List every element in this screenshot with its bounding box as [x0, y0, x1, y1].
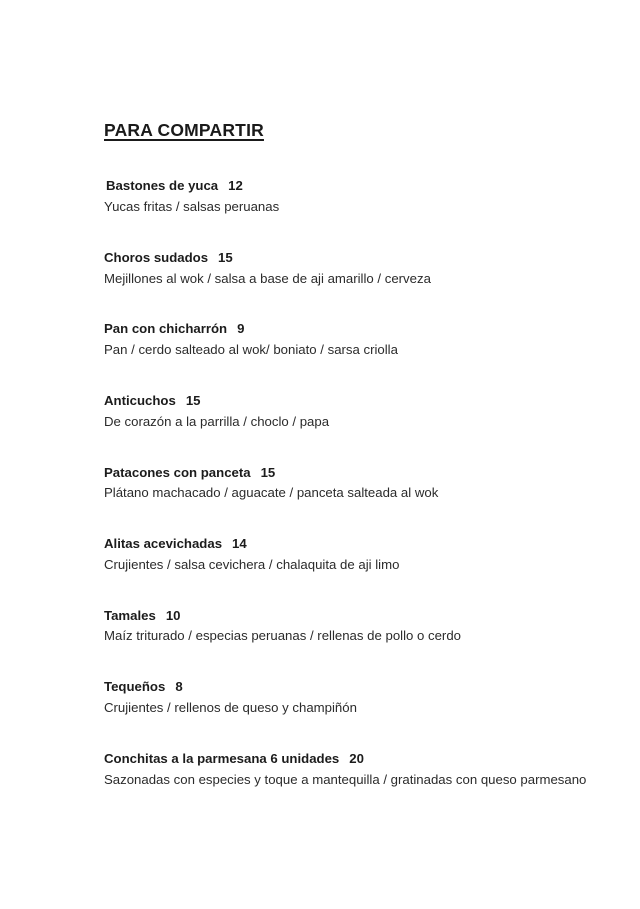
menu-item	[104, 606, 604, 647]
menu-item-heading	[104, 677, 604, 697]
menu-item-price: 15	[185, 392, 201, 408]
menu-item-name: Conchitas a la parmesana 6 unidades	[104, 750, 340, 766]
menu-item-name: Bastones de yuca	[106, 178, 219, 194]
menu-item-description: De corazón a la parrilla / choclo / papa	[104, 413, 330, 429]
menu-item	[104, 248, 604, 289]
menu-item-price: 10	[165, 607, 181, 623]
menu-item-description: Yucas fritas / salsas peruanas	[104, 198, 280, 214]
menu-item-price: 15	[218, 249, 233, 265]
menu-item	[104, 176, 604, 217]
menu-item-list	[104, 176, 604, 789]
menu-item-name: Tamales	[104, 607, 156, 623]
menu-item-description: Plátano machacado / aguacate / panceta salteada al wok	[104, 485, 439, 501]
menu-item-name: Patacones con panceta	[104, 464, 251, 480]
menu-item	[104, 463, 604, 504]
menu-item-name: Pan con chicharrón	[104, 321, 228, 337]
menu-item-heading	[104, 248, 604, 268]
menu-item-name: Tequeños	[104, 679, 166, 695]
menu-item	[104, 749, 604, 790]
menu-item-name: Anticuchos	[104, 392, 176, 408]
menu-item	[104, 677, 604, 718]
menu-item-heading	[104, 319, 604, 339]
menu-item-heading	[104, 749, 604, 769]
menu-item-name: Alitas acevichadas	[104, 536, 223, 552]
menu-item-price: 9	[237, 321, 245, 337]
menu-item-heading	[104, 391, 604, 411]
menu-item-price: 14	[232, 536, 247, 552]
menu-item-heading	[104, 176, 604, 196]
menu-item	[104, 534, 604, 575]
menu-item-heading	[104, 534, 604, 554]
menu-item-price: 8	[175, 679, 183, 695]
menu-item-description: Pan / cerdo salteado al wok/ boniato / sarsa criolla	[104, 342, 398, 358]
menu-item-price: 12	[228, 178, 243, 194]
menu-item-heading	[104, 463, 604, 483]
menu-item-description: Crujientes / salsa cevichera / chalaquita de aji limo	[104, 556, 400, 572]
menu-item-heading	[104, 606, 604, 626]
page-title: PARA COMPARTIR	[104, 120, 264, 140]
menu-item-description: Maíz triturado / especias peruanas / rellenas de pollo o cerdo	[104, 628, 461, 644]
menu-item-name: Choros sudados	[104, 249, 209, 265]
menu-item-description: Sazonadas con especies y toque a mantequilla / gratinadas con queso parmesano	[104, 771, 587, 787]
menu-item	[104, 319, 604, 360]
menu-item-price: 15	[260, 464, 276, 480]
menu-item-description: Mejillones al wok / salsa a base de aji amarillo / cerveza	[104, 270, 431, 286]
menu-item	[104, 391, 604, 432]
menu-item-description: Crujientes / rellenos de queso y champiñón	[104, 700, 357, 716]
menu-content	[104, 120, 604, 789]
menu-item-price: 20	[349, 750, 364, 766]
